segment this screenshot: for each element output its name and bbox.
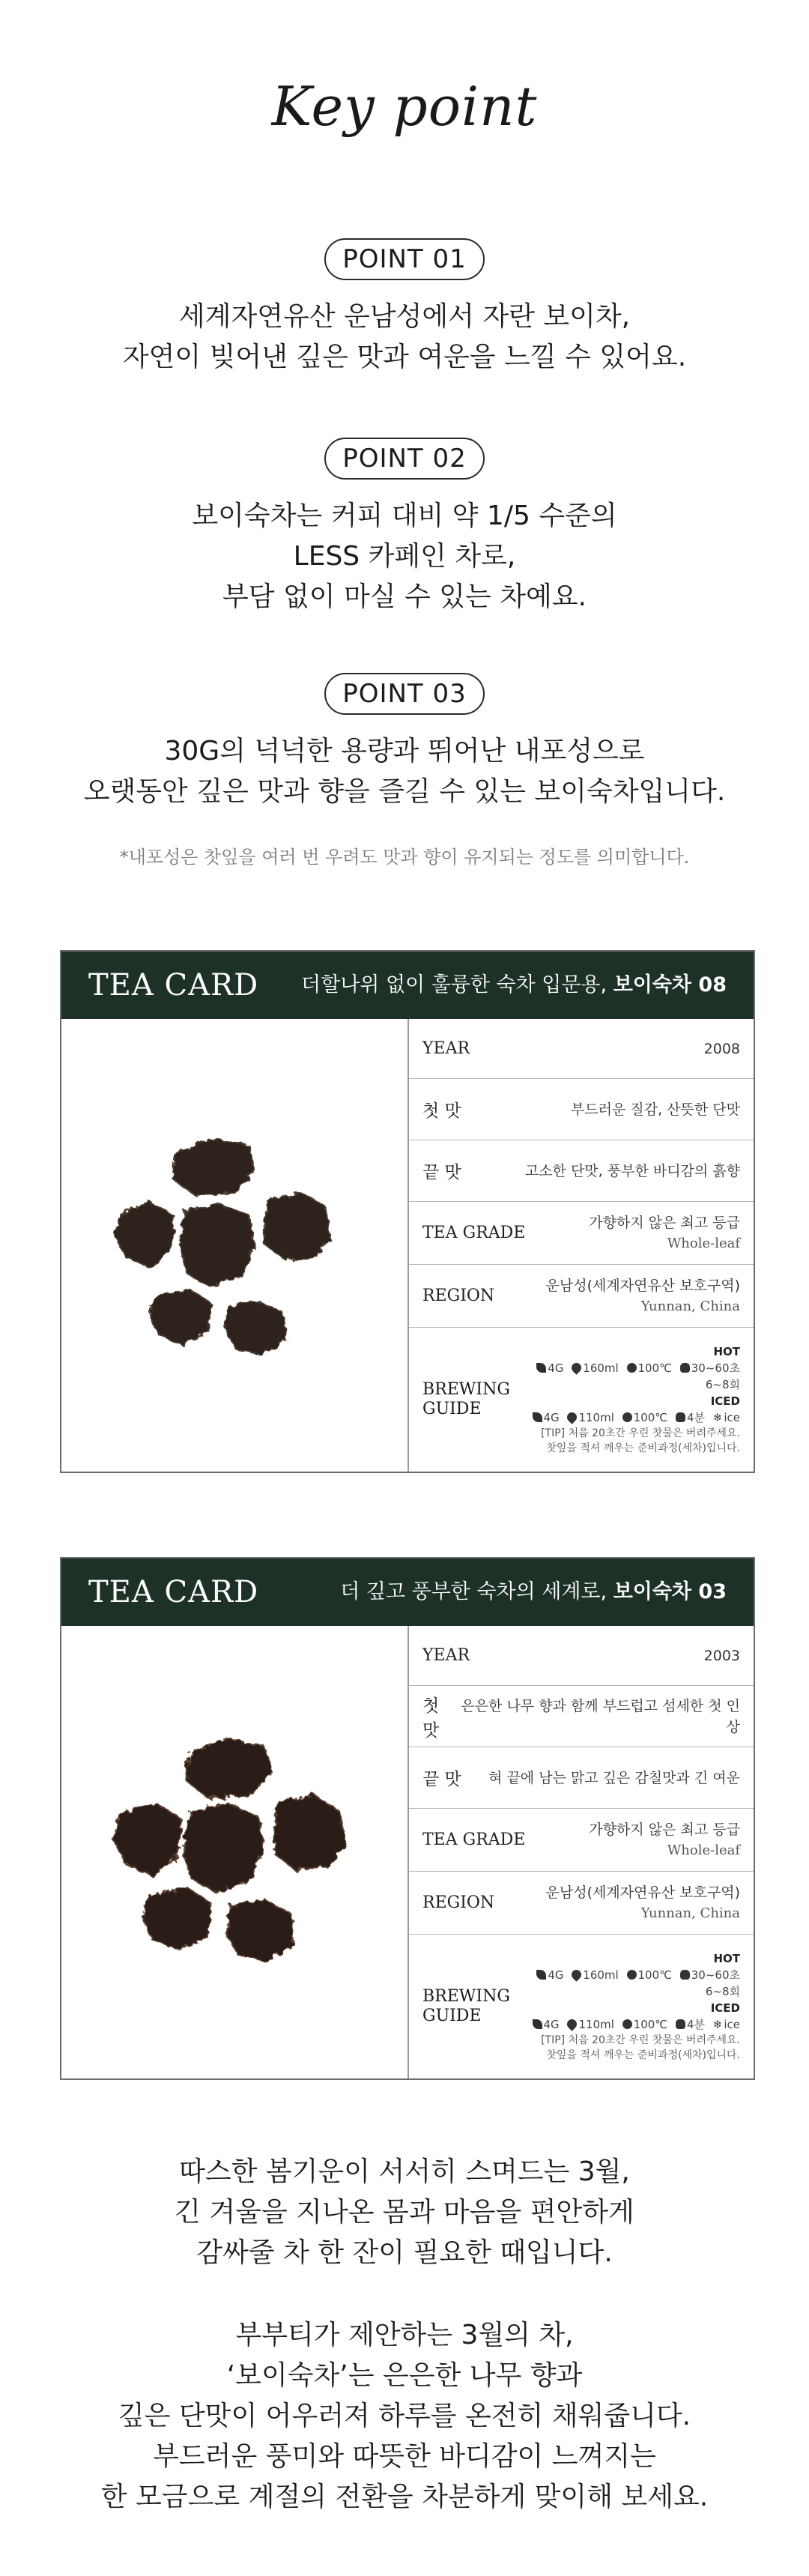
- row-grade: [409, 1809, 754, 1872]
- card-subtitle: [301, 952, 727, 1019]
- iced-temp: 100℃: [633, 2017, 668, 2031]
- point-03-line: 30G의 넉넉한 용량과 뛰어난 내포성으로: [164, 736, 645, 767]
- row-finish: [409, 1747, 754, 1809]
- hot-amount: 4G: [548, 1968, 564, 1982]
- tip-line-1: [TIP] 처음 20초간 우린 찻물은 버려주세요.: [541, 2034, 740, 2047]
- teapot-icon: [680, 1970, 690, 1980]
- brewing-label-1: BREWING: [422, 1380, 510, 1399]
- point-01-line: 자연이 빚어낸 깊은 맛과 여운을 느낄 수 있어요.: [122, 342, 687, 372]
- thermometer-icon: [622, 1412, 632, 1422]
- iced-ice: ice: [724, 1410, 740, 1424]
- thermometer-icon: [627, 1363, 637, 1373]
- footnote: *내포성은 찻잎을 여러 번 우려도 맛과 향이 유지되는 정도를 의미합니다.: [119, 847, 690, 868]
- closing-line: 감싸줄 차 한 잔이 필요한 때입니다.: [196, 2237, 613, 2268]
- leaf-icon: [533, 1412, 542, 1422]
- iced-time: 4분: [686, 2017, 705, 2031]
- card-product-name: 보이숙차 03: [613, 1580, 727, 1603]
- water-drop-icon: [566, 1410, 579, 1424]
- card-header: [61, 1558, 754, 1626]
- tea-leaf-image: [61, 1626, 409, 2078]
- row-region: [409, 1872, 754, 1935]
- hot-time: 30~60초: [691, 1968, 740, 1982]
- region-value: [546, 1882, 740, 1924]
- hot-values: [528, 1967, 740, 1983]
- closing-paragraph-1: [0, 2152, 809, 2273]
- closing-line: 부부티가 제안하는 3월의 차,: [235, 2320, 574, 2350]
- row-first-taste: [409, 1686, 754, 1747]
- brewing-label-1: BREWING: [422, 1987, 510, 2006]
- closing-line: 한 모금으로 계절의 전환을 차분하게 맞이해 보세요.: [100, 2482, 709, 2512]
- row-year: [409, 1019, 754, 1079]
- iced-values: [528, 2016, 740, 2034]
- card-product-name: 보이숙차 08: [613, 973, 727, 997]
- point-01-badge: POINT 01: [324, 238, 485, 280]
- grade-label: TEA GRADE: [422, 1830, 526, 1849]
- first-taste-label: 첫 맛: [422, 1696, 440, 1741]
- water-drop-icon: [566, 2017, 579, 2031]
- region-en: Yunnan, China: [640, 1905, 740, 1921]
- hot-label: HOT: [713, 1951, 740, 1965]
- finish-value: 고소한 단맛, 풍부한 바디감의 흙향: [524, 1162, 740, 1179]
- tip-line-1: [TIP] 처음 20초간 우린 찻물은 버려주세요.: [541, 1427, 740, 1440]
- brewing-label-2: GUIDE: [422, 1400, 482, 1418]
- iced-amount: 4G: [543, 2017, 560, 2031]
- region-label: REGION: [422, 1893, 495, 1912]
- hot-temp: 100℃: [637, 1361, 672, 1375]
- closing-line: 긴 겨울을 지나온 몸과 마음을 편안하게: [175, 2197, 634, 2228]
- row-brewing: [409, 1328, 754, 1472]
- grade-value: [589, 1819, 740, 1861]
- finish-label: 끝 맛: [422, 1770, 461, 1789]
- region-ko: 운남성(세계자연유산 보호구역): [545, 1277, 740, 1294]
- brewing-label-2: GUIDE: [422, 2007, 482, 2025]
- key-point-title: Key point: [271, 75, 538, 138]
- hot-water: 160ml: [583, 1968, 619, 1982]
- iced-label: ICED: [710, 2001, 740, 2015]
- tea-leaf-image: [61, 1019, 409, 1472]
- iced-time: 4분: [686, 1410, 705, 1424]
- point-02-line: 보이숙차는 커피 대비 약 1/5 수준의: [192, 501, 617, 531]
- grade-en: Whole-leaf: [667, 1235, 740, 1251]
- card-subtitle-text: 더 깊고 풍부한 숙차의 세계로,: [340, 1580, 613, 1603]
- hot-label: HOT: [713, 1344, 740, 1358]
- thermometer-icon: [622, 2019, 632, 2029]
- hot-water: 160ml: [583, 1361, 619, 1375]
- point-03: [0, 673, 809, 812]
- card-subtitle: [340, 1558, 727, 1626]
- timer-icon: [676, 1412, 685, 1422]
- hot-infusions: 6~8회: [705, 1377, 740, 1391]
- point-02-line: 부담 없이 마실 수 있는 차예요.: [222, 581, 587, 612]
- region-en: Yunnan, China: [640, 1298, 740, 1314]
- point-01: [0, 238, 809, 378]
- region-label: REGION: [422, 1287, 495, 1305]
- region-ko: 운남성(세계자연유산 보호구역): [545, 1884, 740, 1901]
- card-subtitle-text: 더할나위 없이 훌륭한 숙차 입문용,: [301, 973, 613, 997]
- closing-line: 따스한 봄기운이 서서히 스며드는 3월,: [179, 2156, 630, 2187]
- point-01-line: 세계자연유산 운남성에서 자란 보이차,: [178, 301, 631, 332]
- iced-ice: ice: [724, 2017, 740, 2031]
- closing-line: 부드러운 풍미와 따뜻한 바디감이 느껴지는: [153, 2441, 656, 2472]
- iced-values: [528, 1409, 740, 1427]
- card-title: TEA CARD: [88, 968, 259, 1003]
- snowflake-icon: ❄: [712, 2018, 723, 2032]
- closing-line: 깊은 단맛이 어우러져 하루를 온전히 채워줍니다.: [118, 2401, 691, 2431]
- teapot-icon: [680, 1363, 690, 1373]
- iced-water: 110ml: [578, 2017, 614, 2031]
- point-03-badge: POINT 03: [324, 673, 485, 715]
- year-value: 2008: [703, 1040, 740, 1057]
- row-region: [409, 1265, 754, 1328]
- water-drop-icon: [570, 1968, 584, 1981]
- row-year: [409, 1626, 754, 1686]
- hot-time: 30~60초: [691, 1361, 740, 1375]
- card-title: TEA CARD: [88, 1575, 259, 1609]
- leaf-icon: [533, 2019, 542, 2029]
- brewing-guide: [528, 1343, 740, 1457]
- tip-line-2: 찻잎을 적셔 깨우는 준비과정(세차)입니다.: [546, 1442, 740, 1455]
- region-value: [546, 1275, 740, 1317]
- hot-amount: 4G: [548, 1361, 564, 1375]
- row-grade: [409, 1202, 754, 1265]
- year-label: YEAR: [422, 1646, 470, 1665]
- water-drop-icon: [570, 1361, 584, 1374]
- hot-infusions: 6~8회: [705, 1984, 740, 1998]
- grade-ko: 가향하지 않은 최고 등급: [589, 1214, 740, 1231]
- leaf-icon: [536, 1970, 546, 1980]
- grade-value: [589, 1212, 740, 1254]
- tea-card-03: [60, 1557, 755, 2080]
- timer-icon: [676, 2019, 685, 2029]
- point-02-badge: POINT 02: [324, 438, 485, 480]
- tea-leaf-illustration: [61, 1626, 406, 2078]
- year-value: 2003: [703, 1647, 740, 1664]
- point-03-line: 오랫동안 깊은 맛과 향을 즐길 수 있는 보이숙차입니다.: [83, 776, 726, 807]
- grade-label: TEA GRADE: [422, 1224, 526, 1242]
- hot-temp: 100℃: [637, 1968, 672, 1982]
- tea-leaf-illustration: [61, 1019, 406, 1472]
- iced-label: ICED: [710, 1394, 740, 1408]
- snowflake-icon: ❄: [712, 1411, 723, 1425]
- iced-temp: 100℃: [633, 1410, 668, 1424]
- brewing-label: [422, 1987, 510, 2026]
- card-header: [61, 952, 754, 1019]
- point-02-line: LESS 카페인 차로,: [293, 541, 516, 572]
- point-03-text: [0, 731, 809, 812]
- first-taste-value: 부드러운 질감, 산뜻한 단맛: [570, 1101, 740, 1118]
- row-brewing: [409, 1935, 754, 2078]
- row-first-taste: [409, 1079, 754, 1140]
- first-taste-label: 첫 맛: [422, 1101, 461, 1121]
- hot-values: [528, 1360, 740, 1376]
- first-taste-value: 은은한 나무 향과 함께 부드럽고 섬세한 첫 인상: [461, 1697, 740, 1735]
- iced-amount: 4G: [543, 1410, 560, 1424]
- iced-water: 110ml: [578, 1410, 614, 1424]
- row-finish: [409, 1140, 754, 1202]
- tea-card-08: [60, 950, 755, 1473]
- thermometer-icon: [627, 1970, 637, 1980]
- finish-value: 혀 끝에 남는 맑고 깊은 감칠맛과 긴 여운: [488, 1769, 740, 1786]
- finish-label: 끝 맛: [422, 1163, 461, 1182]
- point-02: [0, 438, 809, 617]
- brewing-label: [422, 1380, 510, 1419]
- point-02-text: [0, 496, 809, 617]
- year-label: YEAR: [422, 1039, 470, 1058]
- grade-ko: 가향하지 않은 최고 등급: [589, 1821, 740, 1838]
- closing-paragraph-2: [0, 2315, 809, 2518]
- point-01-text: [0, 297, 809, 378]
- leaf-icon: [536, 1363, 546, 1373]
- tip-line-2: 찻잎을 적셔 깨우는 준비과정(세차)입니다.: [546, 2049, 740, 2062]
- brewing-guide: [528, 1950, 740, 2063]
- grade-en: Whole-leaf: [667, 1842, 740, 1858]
- closing-line: ‘보이숙차’는 은은한 나무 향과: [226, 2360, 583, 2391]
